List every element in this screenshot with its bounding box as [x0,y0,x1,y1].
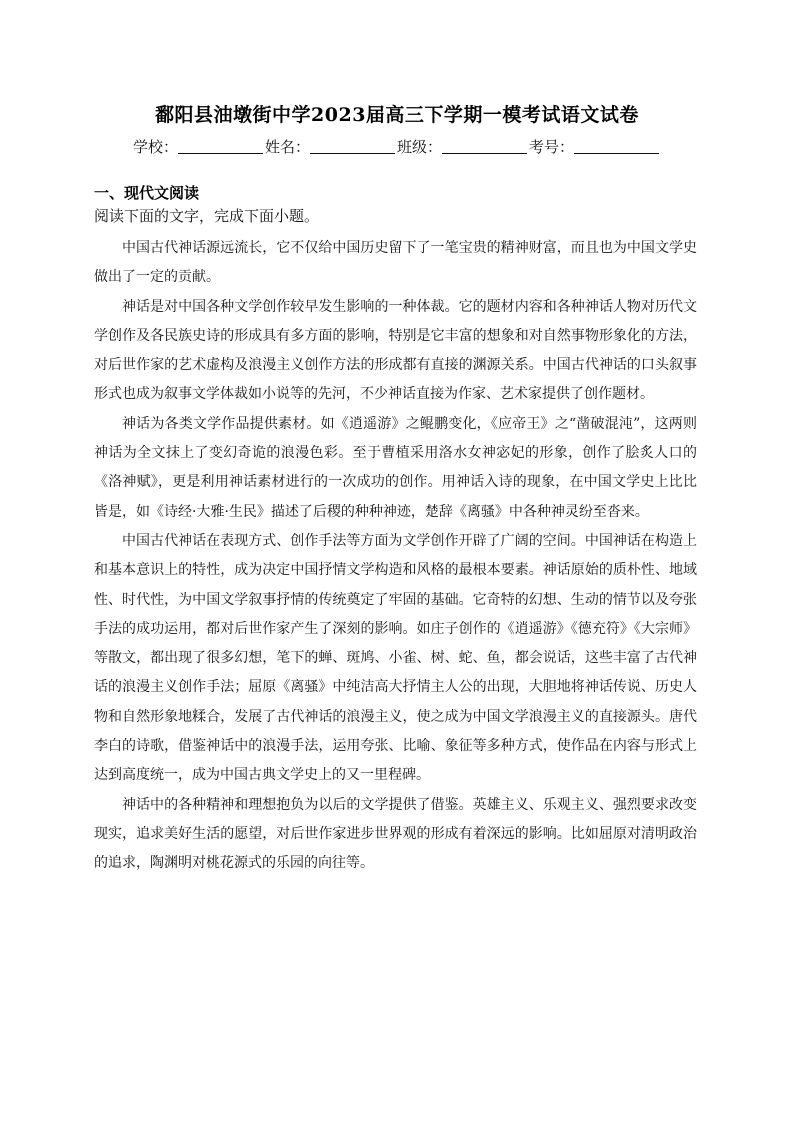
exam-number-label: 考号： [529,138,575,156]
passage-paragraph: 神话为各类文学作品提供素材。如《逍遥游》之鲲鹏变化，《应帝王》之“凿破混沌”，这两则神话为全文抹上了变幻奇诡的浪漫色彩。至于曹植采用洛水女神宓妃的形象，创作了脍炙人口的《洛神赋》，更是利用神话素材进行的一次成功的创作。用神话入诗的现象，在中国文学史上比比皆是，如《诗经·大雅·生民》描述了后稷的种种神迹，楚辞《离骚》中各种神灵纷至沓来。 [94,415,697,520]
student-info-row [0,136,794,157]
passage-paragraph: 中国古代神话源远流长，它不仅给中国历史留下了一笔宝贵的精神财富，而且也为中国文学史做出了一定的贡献。 [94,240,697,286]
school-blank[interactable] [178,139,263,154]
passage-paragraph: 神话中的各种精神和理想抱负为以后的文学提供了借鉴。英雄主义、乐观主义、强烈要求改变现实，追求美好生活的愿望，对后世作家进步世界观的形成有着深远的影响。比如屈原对清明政治的追求，陶渊明对桃花源式的乐园的向往等。 [94,796,697,872]
section-heading: 一、现代文阅读 [94,184,200,202]
passage-paragraph: 神话是对中国各种文学创作较早发生影响的一种体裁。它的题材内容和各种神话人物对历代文学创作及各民族史诗的形成具有多方面的影响，特别是它丰富的想象和对自然事物形象化的方法，对后世作家的艺术虚构及浪漫主义创作方法的形成都有直接的渊源关系。中国古代神话的口头叙事形式也成为叙事文学体裁如小说等的先河，不少神话直接为作家、艺术家提供了创作题材。 [94,298,697,403]
exam-title: 鄱阳县油墩街中学2023届高三下学期一模考试语文试卷 [155,104,639,126]
exam-number-blank[interactable] [574,139,659,154]
class-label: 班级： [397,138,443,156]
class-field [397,136,529,157]
school-label: 学校： [132,138,178,156]
reading-passage [94,234,697,879]
name-label: 姓名： [264,138,310,156]
school-field [133,136,265,157]
name-field [265,136,397,157]
class-blank[interactable] [442,139,527,154]
passage-paragraph: 中国古代神话在表现方式、创作手法等方面为文学创作开辟了广阔的空间。中国神话在构造上和基本意识上的特性，成为决定中国抒情文学构造和风格的最根本要素。神话原始的质朴性、地域性、时代性，为中国文学叙事抒情的传统奠定了牢固的基础。它奇特的幻想、生动的情节以及夸张手法的成功运用，都对后世作家产生了深刻的影响。如庄子创作的《逍遥游》《德充符》《大宗师》等散文，都出现了很多幻想，笔下的蝉、斑鸠、小雀、树、蛇、鱼，都会说话，这些丰富了古代神话的浪漫主义创作手法；屈原《离骚》中纯洁高大抒情主人公的出现，大胆地将神话传说、历史人物和自然形象地糅合，发展了古代神话的浪漫主义，使之成为中国文学浪漫主义的直接源头。唐代李白的诗歌，借鉴神话中的浪漫手法，运用夸张、比喻、象征等多种方式，使作品在内容与形式上达到高度统一，成为中国古典文学史上的又一里程碑。 [94,532,697,784]
reading-instruction: 阅读下面的文字，完成下面小题。 [94,207,320,225]
name-blank[interactable] [310,139,395,154]
exam-number-field [529,136,661,157]
